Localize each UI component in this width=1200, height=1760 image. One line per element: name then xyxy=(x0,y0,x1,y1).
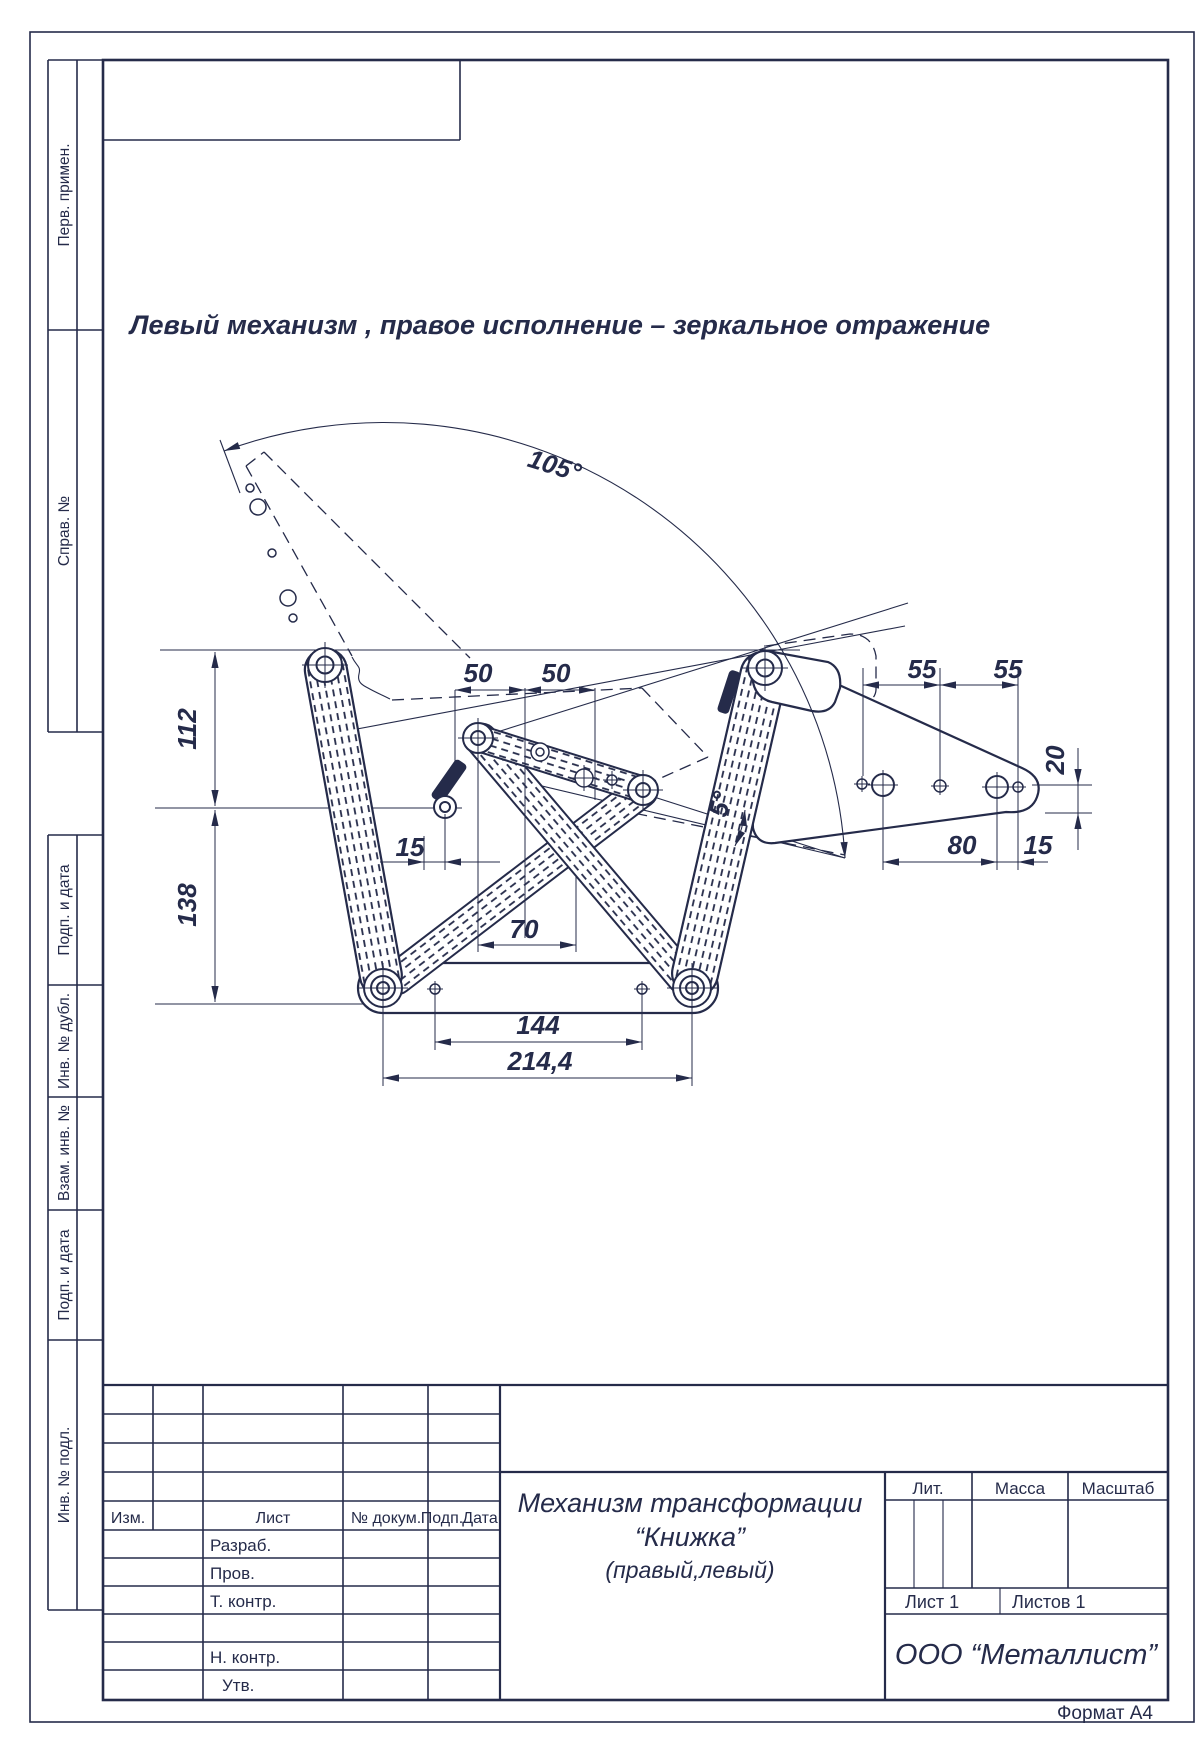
stamp-sprav-no: Справ. № xyxy=(56,495,73,567)
doc-name-line1: Механизм трансформации xyxy=(517,1488,863,1518)
role-nkontr: Н. контр. xyxy=(210,1648,281,1667)
scale-header: Масштаб xyxy=(1081,1479,1155,1498)
doc-name-line2: “Книжка” xyxy=(634,1522,746,1552)
backrest-phantom xyxy=(246,452,470,658)
dim-20: 20 xyxy=(1040,745,1070,775)
dim-80: 80 xyxy=(947,830,977,860)
role-tkontr: Т. контр. xyxy=(210,1592,277,1611)
orientation-note: Левый механизм , правое исполнение – зеркальное отражение xyxy=(129,310,991,340)
format-label: Формат А4 xyxy=(1056,1703,1153,1724)
rev-header-podp: Подп. xyxy=(420,1510,464,1527)
dim-55b: 55 xyxy=(993,654,1023,684)
stamp-inv-podl: Инв. № подл. xyxy=(56,1426,73,1524)
dim-70: 70 xyxy=(509,914,539,944)
rev-header-data: Дата xyxy=(462,1510,498,1527)
dim-112: 112 xyxy=(172,708,202,750)
mass-header: Масса xyxy=(994,1479,1046,1498)
margin-stamps xyxy=(48,60,103,1610)
rev-header-doc: № докум. xyxy=(350,1510,422,1527)
dim-15-left: 15 xyxy=(395,832,425,862)
dim-5: 5° xyxy=(702,788,738,820)
title-block xyxy=(103,1385,1168,1700)
dim-15-right: 15 xyxy=(1023,830,1053,860)
rev-header-izm: Изм. xyxy=(110,1510,146,1527)
role-razrab: Разраб. xyxy=(210,1536,272,1555)
dim-105: 105° xyxy=(524,443,585,488)
mechanism-view xyxy=(155,422,1092,1086)
role-utv: Утв. xyxy=(222,1676,255,1695)
dim-50a: 50 xyxy=(463,658,493,688)
stamp-inv-dubl: Инв. № дубл. xyxy=(56,993,73,1089)
dim-138: 138 xyxy=(172,883,202,927)
role-prov: Пров. xyxy=(210,1564,255,1583)
stamp-perv-primen: Перв. примен. xyxy=(56,143,73,247)
company-name: ООО “Металлист” xyxy=(894,1639,1158,1671)
rev-header-list: Лист xyxy=(255,1510,291,1527)
dim-214-4: 214,4 xyxy=(507,1046,573,1076)
dim-144: 144 xyxy=(516,1010,560,1040)
stamp-podp-data-1: Подп. и дата xyxy=(56,864,73,956)
lit-header: Лит. xyxy=(912,1479,944,1498)
dim-55a: 55 xyxy=(907,654,937,684)
stamp-podp-data-2: Подп. и дата xyxy=(56,1229,73,1321)
doc-name-line3: (правый,левый) xyxy=(605,1557,775,1583)
sheets-total: Листов 1 xyxy=(1012,1592,1086,1612)
dim-50b: 50 xyxy=(541,658,571,688)
sheet-number: Лист 1 xyxy=(905,1592,960,1612)
stamp-vzam-inv: Взам. инв. № xyxy=(56,1104,73,1202)
